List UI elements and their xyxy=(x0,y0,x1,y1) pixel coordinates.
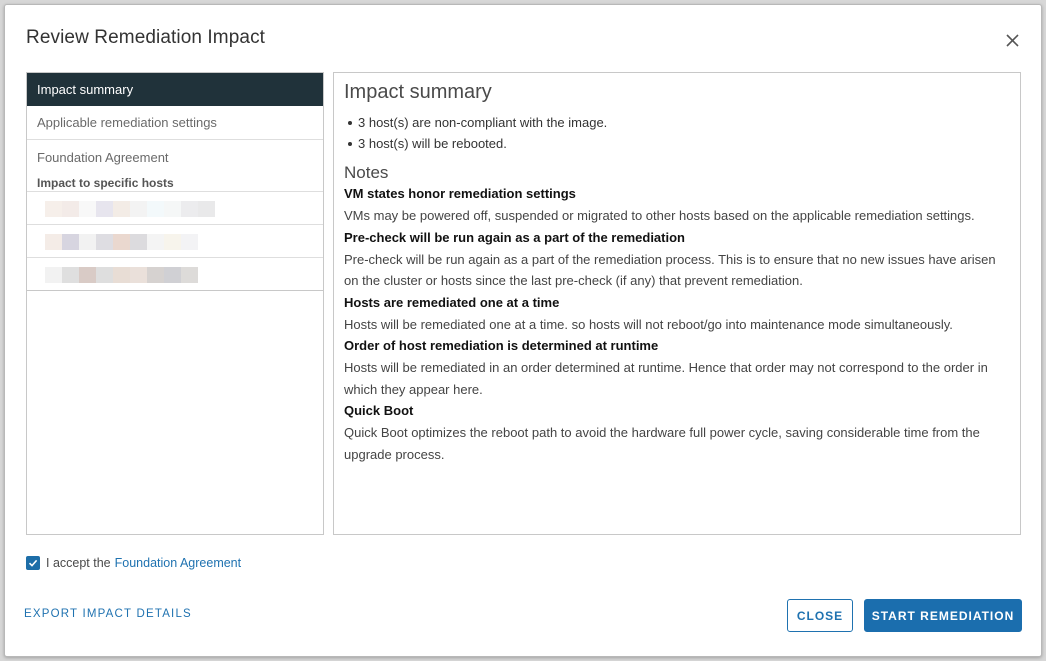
note-title: Hosts are remediated one at a time xyxy=(344,294,560,310)
nav-item-applicable-remediation-settings[interactable] xyxy=(27,106,323,140)
note-title: Order of host remediation is determined at runtime xyxy=(344,338,659,353)
export-impact-details-button[interactable]: EXPORT IMPACT DETAILS xyxy=(24,608,192,620)
review-remediation-dialog xyxy=(4,4,1042,657)
impact-summary-panel xyxy=(333,72,1021,535)
impact-bullet: 3 host(s) are non-compliant with the image. xyxy=(346,112,1010,133)
nav-item-foundation-agreement[interactable] xyxy=(27,140,323,174)
dialog-title: Review Remediation Impact xyxy=(26,27,266,48)
note-body: Hosts will be remediated one at a time. so hosts will not reboot/go into maintenance mode simultaneously. xyxy=(344,316,953,332)
close-icon[interactable] xyxy=(1003,31,1023,51)
section-title: Impact summary xyxy=(344,81,492,103)
nav-item-host[interactable] xyxy=(27,225,323,258)
checkmark-icon xyxy=(28,558,38,568)
redacted-host-name xyxy=(45,267,198,283)
impact-nav-panel xyxy=(26,72,324,535)
impact-bullet: 3 host(s) will be rebooted. xyxy=(346,133,1010,154)
nav-subheader-hosts: Impact to specific hosts xyxy=(27,174,323,192)
nav-item-host[interactable] xyxy=(27,258,323,291)
note-body: VMs may be powered off, suspended or migrated to other hosts based on the applicable remediation settings. xyxy=(344,208,975,223)
note-body: Hosts will be remediated in an order determined at runtime. Hence that order may not correspond to the order in which they appear here. xyxy=(344,360,988,397)
start-remediation-button[interactable]: START REMEDIATION xyxy=(864,599,1022,632)
note-body: Pre-check will be run again as a part of the remediation process. This is to ensure that no new issues have arisen on the cluster or hosts since the last pre-check (if any) that prevent remediation. xyxy=(344,251,996,288)
nav-item-label: Foundation Agreement xyxy=(37,149,169,165)
accept-agreement-checkbox[interactable] xyxy=(26,556,40,570)
foundation-agreement-link[interactable]: Foundation Agreement xyxy=(114,556,242,570)
nav-item-host[interactable] xyxy=(27,192,323,225)
nav-item-impact-summary[interactable] xyxy=(27,73,323,106)
redacted-host-name xyxy=(45,234,198,250)
note-title: Quick Boot xyxy=(344,403,414,418)
note-title: Pre-check will be run again as a part of the remediation xyxy=(344,229,685,245)
accept-label: I accept the xyxy=(46,556,111,570)
close-button[interactable]: CLOSE xyxy=(787,599,853,632)
note-title: VM states honor remediation settings xyxy=(344,186,576,201)
nav-item-label: Applicable remediation settings xyxy=(37,115,217,130)
accept-agreement-row xyxy=(26,556,241,570)
notes-title: Notes xyxy=(344,163,389,182)
nav-item-label: Impact summary xyxy=(37,82,134,97)
note-body: Quick Boot optimizes the reboot path to avoid the hardware full power cycle, saving considerable time from the upgrade process. xyxy=(344,425,980,462)
impact-bullet-list xyxy=(346,112,1010,154)
redacted-host-name xyxy=(45,201,215,217)
